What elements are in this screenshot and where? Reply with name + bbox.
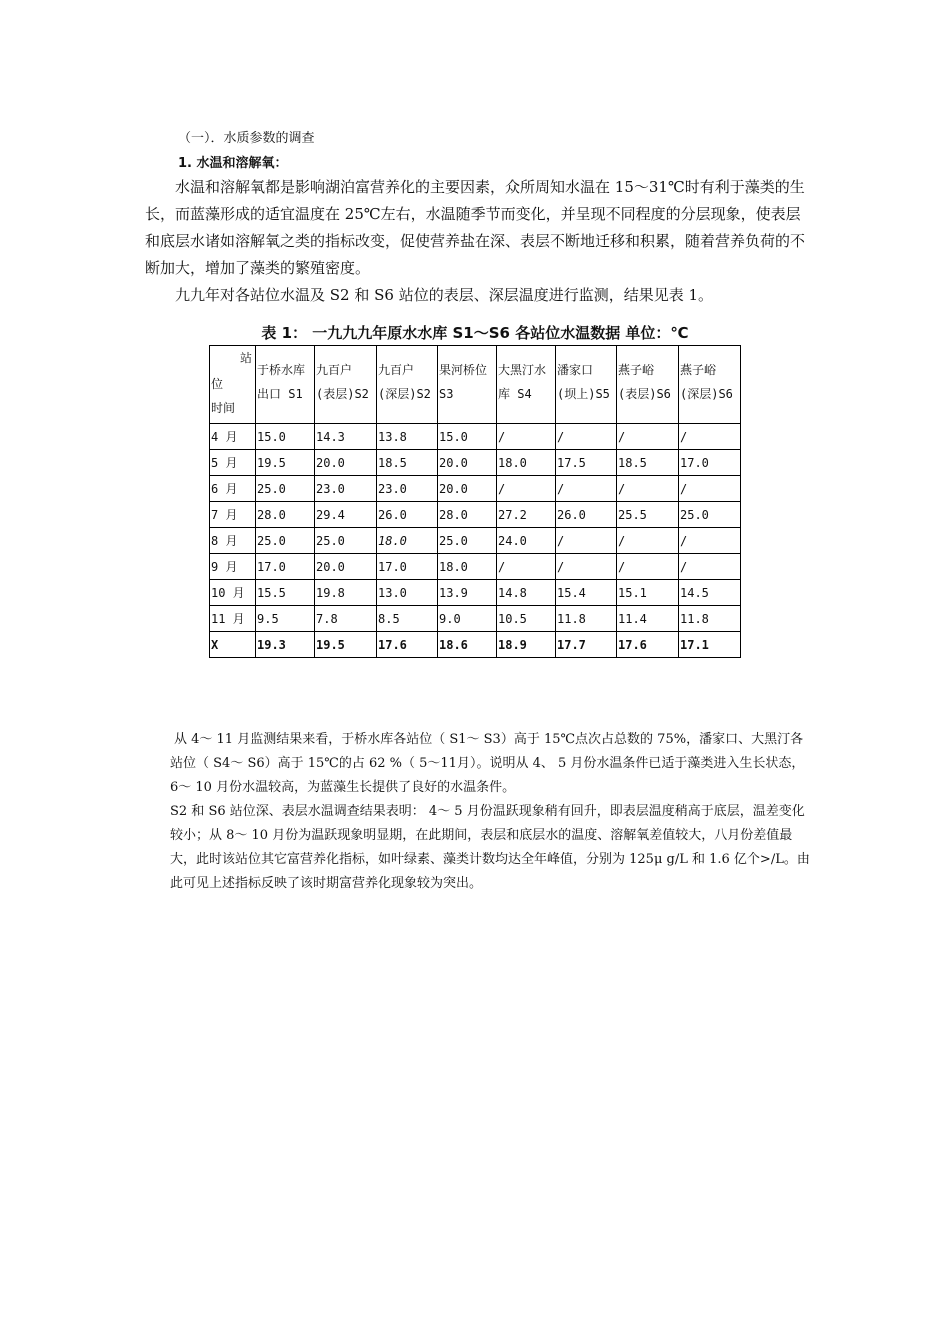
value-cell: 19.3 [256, 632, 315, 658]
value-cell: 23.0 [315, 476, 377, 502]
value-cell: 11.8 [556, 606, 617, 632]
table-row [210, 502, 741, 528]
value-cell: 20.0 [315, 450, 377, 476]
value-cell: 17.6 [617, 632, 679, 658]
value-cell: 17.0 [377, 554, 438, 580]
column-header: 燕子峪 (深层)S6 [679, 346, 741, 424]
value-cell: 15.0 [438, 424, 497, 450]
table-row [210, 528, 741, 554]
value-cell: 25.0 [679, 502, 741, 528]
value-cell: 17.0 [256, 554, 315, 580]
value-cell: 11.4 [617, 606, 679, 632]
value-cell: 18.0 [438, 554, 497, 580]
value-cell: 20.0 [438, 450, 497, 476]
table-row [210, 424, 741, 450]
table-row [210, 450, 741, 476]
table-row [210, 606, 741, 632]
value-cell: 25.5 [617, 502, 679, 528]
value-cell: / [617, 476, 679, 502]
value-cell: 9.0 [438, 606, 497, 632]
value-cell: 15.4 [556, 580, 617, 606]
table-row [210, 580, 741, 606]
value-cell: 13.9 [438, 580, 497, 606]
value-cell: 18.0 [497, 450, 556, 476]
value-cell: 28.0 [256, 502, 315, 528]
value-cell: 13.0 [377, 580, 438, 606]
value-cell: 28.0 [438, 502, 497, 528]
value-cell: / [679, 554, 741, 580]
value-cell: / [497, 554, 556, 580]
month-cell: 8 月 [210, 528, 256, 554]
value-cell: / [556, 554, 617, 580]
value-cell: / [556, 476, 617, 502]
value-cell: 14.3 [315, 424, 377, 450]
corner-station-label: 站 [239, 351, 252, 365]
value-cell: / [556, 528, 617, 554]
month-cell: 9 月 [210, 554, 256, 580]
value-cell: 9.5 [256, 606, 315, 632]
table-title: 表 1： 一九九九年原水水库 S1～S6 各站位水温数据 单位：℃ [261, 324, 689, 342]
value-cell: / [679, 424, 741, 450]
value-cell: 11.8 [679, 606, 741, 632]
value-cell: 7.8 [315, 606, 377, 632]
table-row [210, 476, 741, 502]
value-cell: 23.0 [377, 476, 438, 502]
value-cell: 24.0 [497, 528, 556, 554]
month-cell: 10 月 [210, 580, 256, 606]
monitoring-paragraph: 九九年对各站位水温及 S2 和 S6 站位的表层、深层温度进行监测，结果见表 1。 [175, 286, 714, 304]
result-paragraph: 从 4～ 11 月监测结果来看，于桥水库各站位（ S1～ S3）高于 15℃点次占总数的 75%，潘家口、大黑汀各站位（ S4～ S6）高于 15℃的占 62 %（ 5～11月）。说明从 4、 5 月份水温条件已适于藻类进入生长状态， 6～ 10 月份水温较高，为蓝藻生长提供了良好的水温条件。 [170, 732, 805, 795]
average-row [210, 632, 741, 658]
value-cell: 18.5 [377, 450, 438, 476]
month-cell: 11 月 [210, 606, 256, 632]
value-cell: 15.5 [256, 580, 315, 606]
value-cell: 19.5 [315, 632, 377, 658]
value-cell: 14.5 [679, 580, 741, 606]
value-cell: 19.5 [256, 450, 315, 476]
table-header-row [210, 346, 741, 424]
value-cell: 29.4 [315, 502, 377, 528]
intro-paragraph: 水温和溶解氧都是影响湖泊富营养化的主要因素，众所周知水温在 15～31℃时有利于藻类的生长，而蓝藻形成的适宜温度在 25℃左右，水温随季节而变化，并呈现不同程度的分层现象，使表层和底层水诸如溶解氧之类的指标改变，促使营养盐在深、表层不断地迁移和积累，随着营养负荷的不断加大，增加了藻类的繁殖密度。 [145, 178, 806, 277]
average-label-cell: X [210, 632, 256, 658]
subsection-heading: 1. 水温和溶解氧： [178, 156, 288, 171]
month-cell: 4 月 [210, 424, 256, 450]
value-cell: 19.8 [315, 580, 377, 606]
value-cell: / [497, 476, 556, 502]
value-cell: 17.6 [377, 632, 438, 658]
value-cell: 14.8 [497, 580, 556, 606]
value-cell: / [679, 476, 741, 502]
value-cell: 27.2 [497, 502, 556, 528]
value-cell: 13.8 [377, 424, 438, 450]
value-cell: 20.0 [315, 554, 377, 580]
value-cell: 26.0 [377, 502, 438, 528]
value-cell: 25.0 [315, 528, 377, 554]
value-cell: 25.0 [256, 528, 315, 554]
corner-header-cell [210, 346, 256, 424]
value-cell: 10.5 [497, 606, 556, 632]
column-header: 九百户 (表层)S2 [315, 346, 377, 424]
value-cell: / [617, 554, 679, 580]
value-cell: / [617, 424, 679, 450]
value-cell: 18.6 [438, 632, 497, 658]
column-header: 果河桥位 S3 [438, 346, 497, 424]
value-cell: 25.0 [256, 476, 315, 502]
value-cell: 8.5 [377, 606, 438, 632]
column-header: 大黑汀水 库 S4 [497, 346, 556, 424]
value-cell: 18.5 [617, 450, 679, 476]
value-cell: 18.9 [497, 632, 556, 658]
corner-time-label: 时间 [211, 401, 236, 415]
table-body [210, 424, 741, 658]
value-cell: / [617, 528, 679, 554]
column-header: 九百户 (深层)S2 [377, 346, 438, 424]
column-header: 燕子峪 (表层)S6 [617, 346, 679, 424]
value-cell: / [497, 424, 556, 450]
value-cell: 25.0 [438, 528, 497, 554]
value-cell: 18.0 [377, 528, 438, 554]
value-cell: 15.0 [256, 424, 315, 450]
water-temperature-table [209, 345, 741, 658]
value-cell: / [556, 424, 617, 450]
value-cell: 17.5 [556, 450, 617, 476]
table-row [210, 554, 741, 580]
column-header: 于桥水库 出口 S1 [256, 346, 315, 424]
month-cell: 6 月 [210, 476, 256, 502]
corner-position-label: 位 [211, 377, 224, 391]
stratification-paragraph: S2 和 S6 站位深、表层水温调查结果表明： 4～ 5 月份温跃现象稍有回升，即表层温度稍高于底层，温差变化较小；从 8～ 10 月份为温跃现象明显期，在此期间，表层和底层水的温度、溶解氧差值较大，八月份差值最大，此时该站位其它富营养化指标，如叶绿素、藻类计数均达全年峰值，分别为 125μ g/L 和 1.6 亿个>/L。由此可见上述指标反映了该时期富营养化现象较为突出。 [170, 804, 810, 891]
month-cell: 7 月 [210, 502, 256, 528]
column-header: 潘家口 (坝上)S5 [556, 346, 617, 424]
value-cell: 17.0 [679, 450, 741, 476]
value-cell: 20.0 [438, 476, 497, 502]
value-cell: 17.1 [679, 632, 741, 658]
value-cell: / [679, 528, 741, 554]
section-heading: （一）．水质参数的调查 [178, 131, 315, 146]
value-cell: 17.7 [556, 632, 617, 658]
value-cell: 26.0 [556, 502, 617, 528]
month-cell: 5 月 [210, 450, 256, 476]
value-cell: 15.1 [617, 580, 679, 606]
